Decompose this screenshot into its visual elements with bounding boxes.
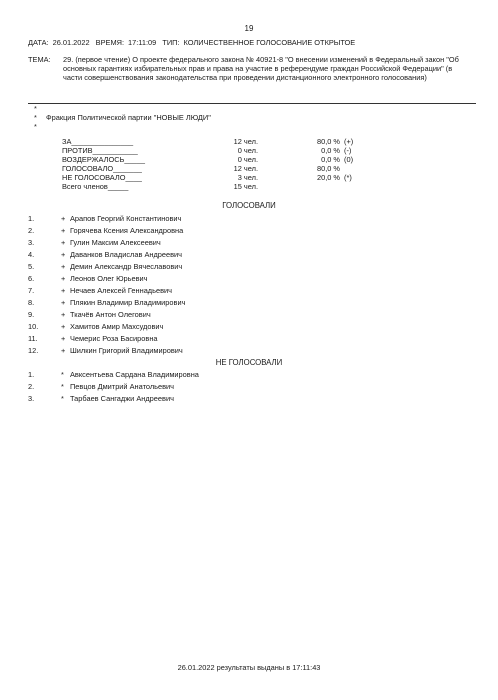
member-name: Горячева Ксения Александровна xyxy=(70,226,184,235)
member-name: Гулин Максим Алексеевич xyxy=(70,238,161,247)
stat-sign: (0) xyxy=(344,155,354,164)
not-voted-section-title: НЕ ГОЛОСОВАЛИ xyxy=(215,358,283,367)
stat-count: 12 чел. xyxy=(233,164,258,173)
star-marker: * xyxy=(34,122,37,131)
member-name: Нечаев Алексей Геннадьевич xyxy=(70,286,172,295)
vote-mark: + xyxy=(61,322,66,331)
member-name: Тарбаев Сангаджи Андреевич xyxy=(70,394,174,403)
item-number: 3. xyxy=(28,238,35,247)
list-item xyxy=(28,238,428,248)
stat-row-for xyxy=(62,137,362,146)
member-name: Леонов Олег Юрьевич xyxy=(70,274,148,283)
stat-count: 15 чел. xyxy=(233,182,258,191)
stat-row-not-voted xyxy=(62,173,362,182)
faction-line xyxy=(34,113,211,122)
vote-mark: + xyxy=(61,286,66,295)
item-number: 5. xyxy=(28,262,35,271)
star-marker: * xyxy=(34,113,37,122)
member-name: Шилкин Григорий Владимирович xyxy=(70,346,183,355)
list-item xyxy=(28,310,428,320)
results-footer: 26.01.2022 результаты выданы в 17:11:43 xyxy=(177,663,321,672)
vote-mark: + xyxy=(61,274,66,283)
list-item xyxy=(28,382,428,392)
list-item xyxy=(28,370,428,380)
member-name: Авксентьева Сардана Владимировна xyxy=(70,370,199,379)
stat-percent: 80,0 % xyxy=(316,137,340,146)
stat-row-total xyxy=(62,182,362,191)
item-number: 8. xyxy=(28,298,35,307)
item-number: 1. xyxy=(28,370,35,379)
vote-mark: + xyxy=(61,298,66,307)
vote-mark: + xyxy=(61,346,66,355)
divider-line xyxy=(28,103,476,104)
item-number: 2. xyxy=(28,382,35,391)
stat-sign: (+) xyxy=(344,137,354,146)
date-label: ДАТА: xyxy=(28,38,49,47)
page-number: 19 xyxy=(244,24,254,33)
list-item xyxy=(28,226,428,236)
list-item xyxy=(28,298,428,308)
stat-sign: (-) xyxy=(344,146,352,155)
item-number: 10. xyxy=(28,322,39,331)
member-name: Даванков Владислав Андреевич xyxy=(70,250,183,259)
member-name: Певцов Дмитрий Анатольевич xyxy=(70,382,174,391)
faction-name: Фракция Политической партии "НОВЫЕ ЛЮДИ" xyxy=(46,113,211,122)
stat-percent: 80,0 % xyxy=(316,164,340,173)
item-number: 9. xyxy=(28,310,35,319)
type-label: ТИП: xyxy=(162,38,180,47)
voted-section-title: ГОЛОСОВАЛИ xyxy=(222,201,276,210)
item-number: 12. xyxy=(28,346,39,355)
item-number: 11. xyxy=(28,334,38,343)
stat-percent: 0,0 % xyxy=(321,155,340,164)
stat-percent: 20,0 % xyxy=(316,173,340,182)
item-number: 3. xyxy=(28,394,35,403)
item-number: 6. xyxy=(28,274,35,283)
stat-label: Всего членов_____ xyxy=(62,182,129,191)
vote-mark: + xyxy=(61,310,66,319)
member-name: Арапов Георгий Константинович xyxy=(70,214,182,223)
type-value: КОЛИЧЕСТВЕННОЕ ГОЛОСОВАНИЕ ОТКРЫТОЕ xyxy=(183,38,356,47)
list-item xyxy=(28,394,428,404)
vote-mark: + xyxy=(61,226,66,235)
time-value: 17:11:09 xyxy=(128,38,157,47)
document-header xyxy=(28,38,359,47)
stat-sign: (*) xyxy=(344,173,352,182)
vote-mark: + xyxy=(61,250,66,259)
list-item xyxy=(28,262,428,272)
stat-label: ПРОТИВ___________ xyxy=(62,146,138,155)
stat-count: 3 чел. xyxy=(237,173,258,182)
list-item xyxy=(28,250,428,260)
list-item xyxy=(28,214,428,224)
list-item xyxy=(28,334,428,344)
star-marker: * xyxy=(34,104,37,113)
stat-label: ГОЛОСОВАЛО_______ xyxy=(62,164,142,173)
stat-label: НЕ ГОЛОСОВАЛО____ xyxy=(62,173,142,182)
member-name: Хамитов Амир Махсудович xyxy=(70,322,164,331)
list-item xyxy=(28,322,428,332)
member-name: Ткачёв Антон Олегович xyxy=(70,310,151,319)
vote-mark: * xyxy=(61,382,64,391)
member-name: Демин Александр Вячеславович xyxy=(70,262,183,271)
date-value: 26.01.2022 xyxy=(52,38,90,47)
vote-mark: * xyxy=(61,394,64,403)
item-number: 2. xyxy=(28,226,35,235)
vote-mark: * xyxy=(61,370,64,379)
item-number: 1. xyxy=(28,214,35,223)
list-item xyxy=(28,346,428,356)
tema-label: ТЕМА: xyxy=(28,55,51,64)
member-name: Плякин Владимир Владимирович xyxy=(70,298,186,307)
stat-percent: 0,0 % xyxy=(321,146,340,155)
item-number: 4. xyxy=(28,250,35,259)
vote-mark: + xyxy=(61,334,66,343)
stat-label: ЗА_______________ xyxy=(62,137,134,146)
stat-row-against xyxy=(62,146,362,155)
vote-mark: + xyxy=(61,214,66,223)
stat-row-voted xyxy=(62,164,362,173)
stat-label: ВОЗДЕРЖАЛОСЬ_____ xyxy=(62,155,145,164)
stat-row-abstained xyxy=(62,155,362,164)
stat-count: 0 чел. xyxy=(237,146,258,155)
vote-mark: + xyxy=(61,238,66,247)
time-label: ВРЕМЯ: xyxy=(95,38,125,47)
item-number: 7. xyxy=(28,286,35,295)
vote-mark: + xyxy=(61,262,66,271)
stat-count: 0 чел. xyxy=(237,155,258,164)
stat-count: 12 чел. xyxy=(233,137,258,146)
tema-text: 29. (первое чтение) О проекте федерального закона № 40921-8 "О внесении изменений в Федеральный закон "Об основных гарантиях избирательных прав и права на участие в референдуме граждан Российской Федерации" (в части совершенствования законодательства при проведении дистанционного электронного голосования) xyxy=(63,55,459,83)
list-item xyxy=(28,286,428,296)
list-item xyxy=(28,274,428,284)
member-name: Чемерис Роза Басировна xyxy=(70,334,158,343)
